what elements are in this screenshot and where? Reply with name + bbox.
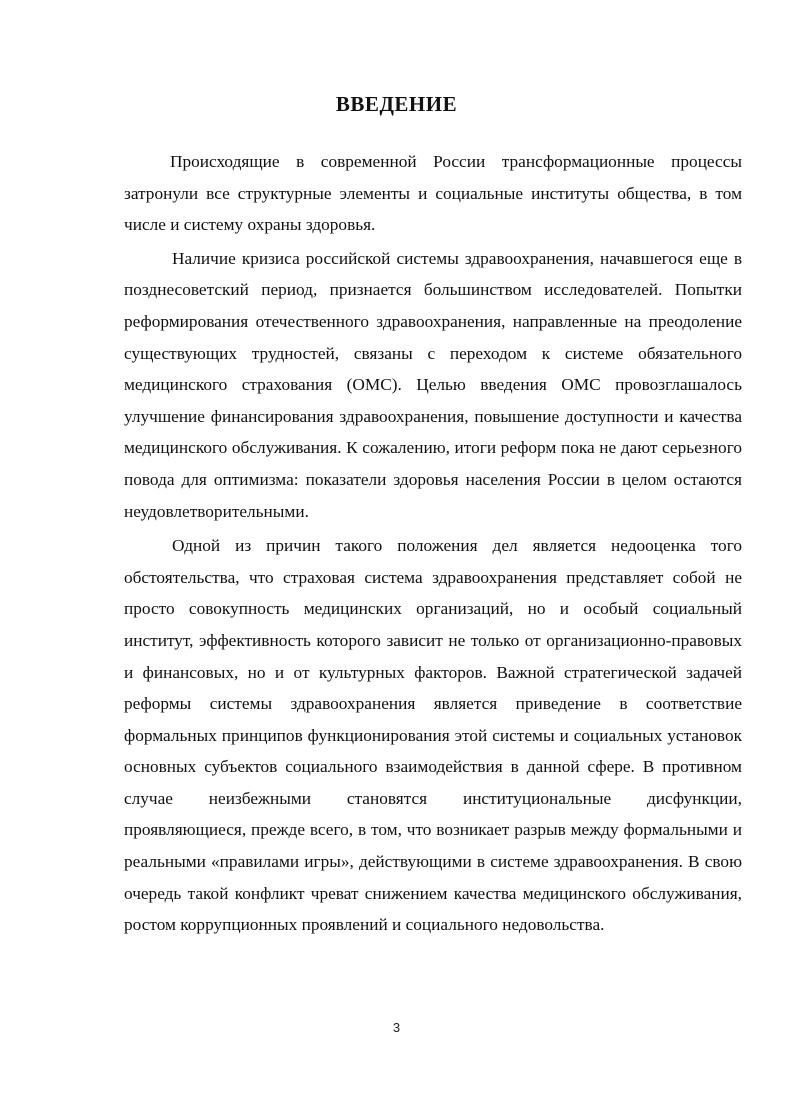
- paragraph-2: Наличие кризиса российской системы здравоохранения, начавшегося еще в позднесоветский период, признается большинством исследователей. Попытки реформирования отечественного здравоохранения, направленные на преодоление существующих трудностей, связаны с переходом к системе обязательного медицинского страхования (ОМС). Целью введения ОМС провозглашалось улучшение финансирования здравоохранения, повышение доступности и качества медицинского обслуживания. К сожалению, итоги реформ пока не дают серьезного повода для оптимизма: показатели здоровья населения России в целом остаются неудовлетворительными.: [124, 248, 742, 521]
- page-title: ВВЕДЕНИЕ: [335, 92, 458, 116]
- page-number: 3: [392, 1020, 401, 1035]
- paragraph-1: Происходящие в современной России трансформационные процессы затронули все структурные элементы и социальные институты общества, в том числе и систему охраны здоровья.: [124, 152, 742, 235]
- body-text: [124, 146, 742, 941]
- paragraph-3: Одной из причин такого положения дел является недооценка того обстоятельства, что страховая система здравоохранения представляет собой не просто совокупность медицинских организаций, но и особый социальный институт, эффективность которого зависит не только от организационно-правовых и финансовых, но и от культурных факторов. Важной стратегической задачей реформы системы здравоохранения является приведение в соответствие формальных принципов функционирования этой системы и социальных установок основных субъектов социального взаимодействия в данной сфере. В противном случае неизбежными становятся институциональные дисфункции, проявляющиеся, прежде всего, в том, что возникает разрыв между формальными и реальными «правилами игры», действующими в системе здравоохранения. В свою очередь такой конфликт чреват снижением качества медицинского обслуживания, ростом коррупционных проявлений и социального недовольства.: [124, 536, 742, 935]
